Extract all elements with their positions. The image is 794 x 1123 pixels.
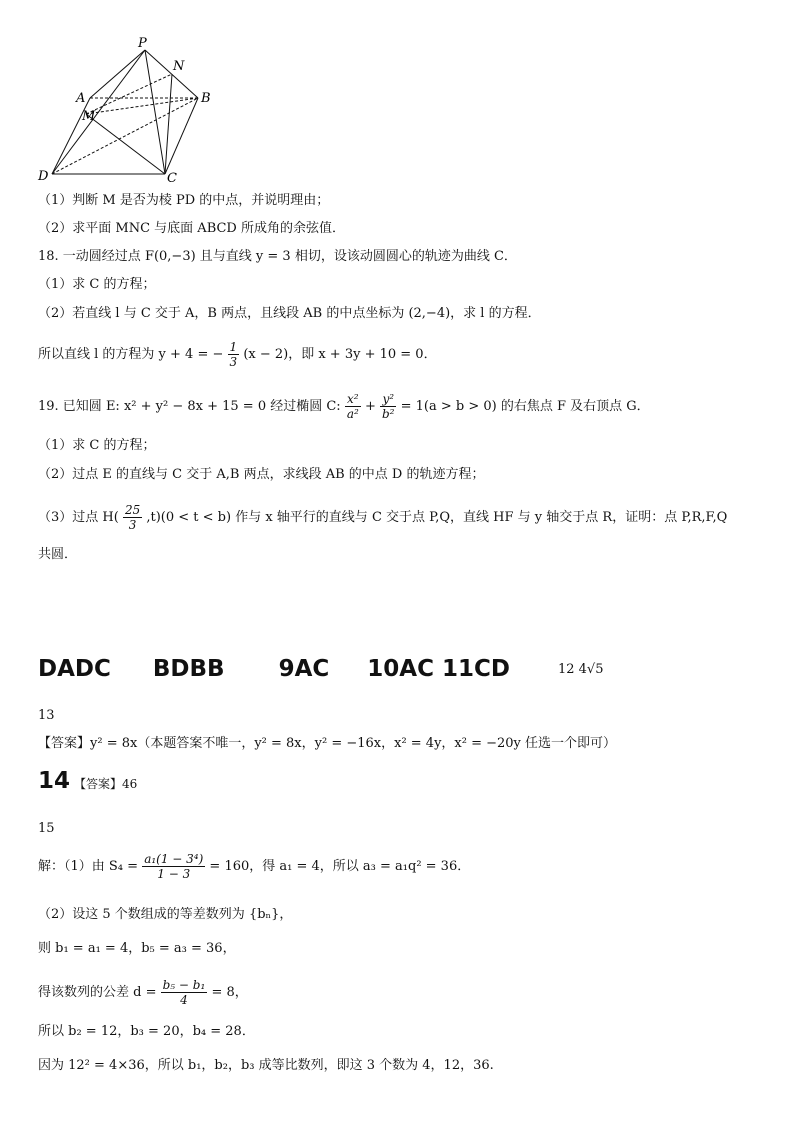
ans15-step2: （2）设这 5 个数组成的等差数列为 {bₙ}，	[38, 907, 293, 922]
q19-frac-y	[380, 392, 397, 421]
ans15-step4-a: 得该数列的公差 d =	[38, 985, 157, 1000]
q19-plus: +	[364, 399, 376, 414]
q18-part2: （2）若直线 l 与 C 交于 A，B 两点，且线段 AB 的中点坐标为 (2,−4)，求 l 的方程．	[38, 306, 541, 321]
ans15-step4-frac	[161, 978, 208, 1007]
q19-part2: （2）过点 E 的直线与 C 交于 A,B 两点，求线段 AB 的中点 D 的轨迹方程；	[38, 467, 485, 482]
q19-part3-num: 25	[124, 503, 141, 517]
q19-part3-cont: 共圆．	[38, 547, 78, 562]
answers-5-8: BDBB	[152, 656, 225, 682]
ans14-number: 14	[38, 768, 71, 794]
answer-9: 9AC	[278, 656, 330, 682]
q18-sol-num: 1	[229, 340, 238, 354]
q19-part3-frac	[123, 503, 142, 532]
q19-frac-x	[345, 392, 361, 421]
q19-frac-x-num: x²	[345, 392, 361, 407]
ans15-step6: 因为 12² = 4×36，所以 b₁，b₂，b₃ 成等比数列，即这 3 个数为 4，12，36.	[38, 1058, 494, 1073]
ans15-step4-b: = 8，	[211, 985, 248, 1000]
q18-sol-frac	[228, 340, 240, 369]
q19-stem	[38, 392, 650, 421]
ans13-text: 【答案】y² = 8x（本题答案不唯一，y² = 8x，y² = −16x，x² = 4y，x² = −20y 任选一个即可）	[38, 736, 617, 751]
ans15-step4	[38, 978, 248, 1007]
ans15-step4-num: b₅ − b₁	[162, 978, 206, 992]
ans15-step3: 则 b₁ = a₁ = 4，b₅ = a₃ = 36，	[38, 941, 236, 956]
label-P: P	[138, 36, 147, 51]
ans15-step1-b: = 160，得 a₁ = 4，所以 a₃ = a₁q² = 36．	[209, 859, 471, 874]
ans15-step1-frac	[142, 852, 205, 881]
q18-sol-b: (x − 2)，即 x + 3y + 10 = 0．	[243, 347, 437, 362]
ans14-text: 【答案】46	[74, 777, 138, 791]
q18-sol-a: 所以直线 l 的方程为 y + 4 = −	[38, 347, 224, 362]
q18-sol-den: 3	[229, 355, 238, 369]
q18-part1: （1）求 C 的方程；	[38, 277, 156, 292]
q19-part3-b: ,t)(0 < t < b) 作与 x 轴平行的直线与 C 交于点 P,Q，直线 HF 与 y 轴交于点 R，证明：点 P,R,F,Q	[146, 510, 728, 525]
answers-10-11: 10AC 11CD	[367, 656, 510, 682]
label-A: A	[76, 91, 86, 106]
ans15-step1	[38, 852, 470, 881]
answers-1-4: DADC	[38, 656, 111, 682]
ans13-number: 13	[38, 708, 55, 723]
q17-part1: （1）判断 M 是否为棱 PD 的中点，并说明理由；	[38, 193, 330, 208]
answer-key-row	[38, 656, 603, 682]
ans15-step1-den: 1 − 3	[157, 867, 191, 881]
q19-stem-a: 19. 已知圆 E: x² + y² − 8x + 15 = 0 经过椭圆 C:	[38, 399, 341, 414]
q19-frac-x-den: a²	[346, 407, 359, 421]
ans15-step5: 所以 b₂ = 12，b₃ = 20，b₄ = 28．	[38, 1024, 255, 1039]
q17-part2: （2）求平面 MNC 与底面 ABCD 所成角的余弦值．	[38, 221, 345, 236]
q19-frac-y-num: y²	[380, 392, 397, 407]
ans15-step1-num: a₁(1 − 3⁴)	[144, 852, 204, 866]
label-B: B	[201, 91, 211, 106]
label-M: M	[82, 109, 96, 124]
answer-12: 12 4√5	[557, 662, 604, 677]
q19-part3-den: 3	[128, 518, 137, 532]
label-C: C	[167, 171, 177, 184]
q18-solution	[38, 340, 437, 369]
ans15-step4-den: 4	[180, 993, 188, 1007]
label-D: D	[38, 169, 49, 184]
q18-stem: 18. 一动圆经过点 F(0,−3) 且与直线 y = 3 相切，设该动圆圆心的轨迹为曲线 C．	[38, 249, 517, 264]
q19-part3-a: （3）过点 H(	[38, 510, 119, 525]
q19-part3	[38, 503, 727, 532]
pyramid-figure	[30, 34, 230, 184]
q19-frac-y-den: b²	[381, 407, 395, 421]
q19-part1: （1）求 C 的方程；	[38, 438, 156, 453]
ans15-number: 15	[38, 821, 55, 836]
q19-stem-b: = 1(a > b > 0) 的右焦点 F 及右顶点 G．	[400, 399, 650, 414]
ans15-step1-a: 解：（1）由 S₄ =	[38, 859, 139, 874]
label-N: N	[173, 59, 185, 74]
